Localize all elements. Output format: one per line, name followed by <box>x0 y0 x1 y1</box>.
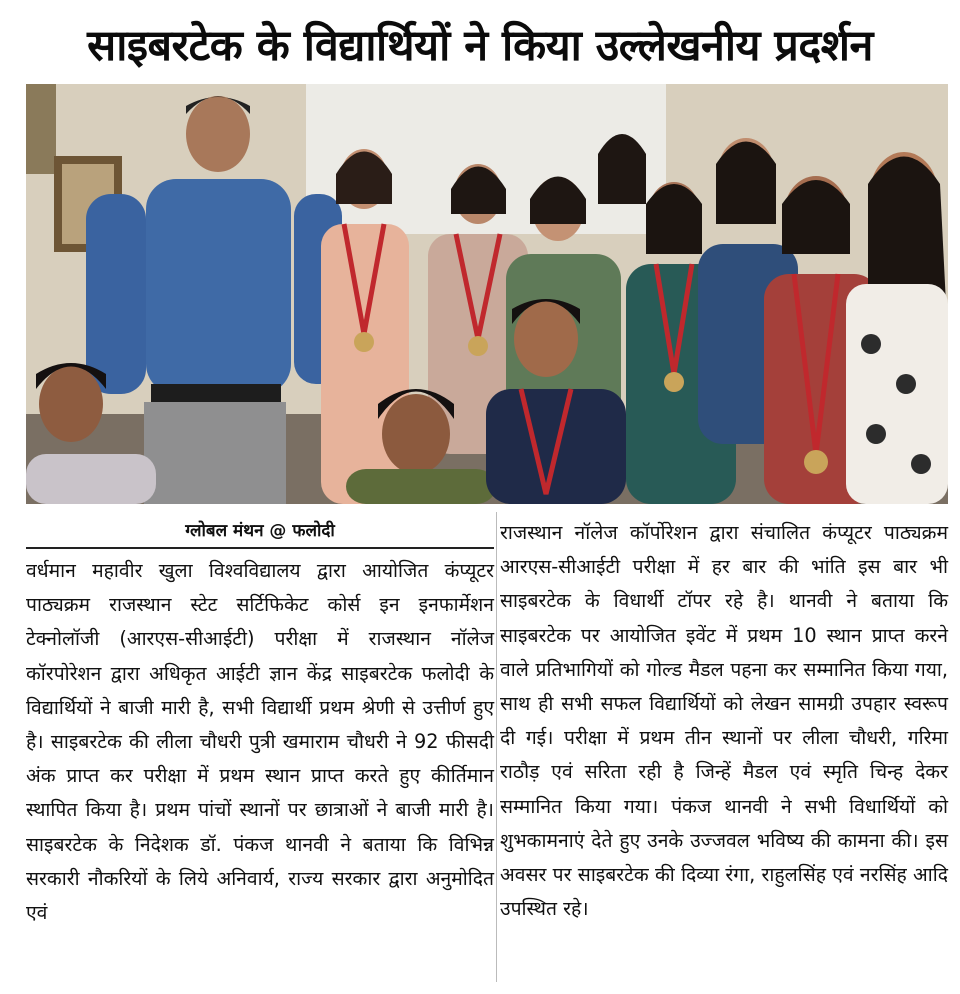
article-right-column <box>500 516 948 926</box>
byline-divider <box>26 547 494 549</box>
article-text-right: राजस्थान नॉलेज कॉर्पोरेशन द्वारा संचालित कंप्यूटर पाठ्यक्रम आरएस-सीआईटी परीक्षा में हर बार की भांति इस बार भी साइबरटेक के विधार्थी टॉपर रहे है। थानवी ने बताया कि साइबरटेक पर आयोजित इवेंट में प्रथम 10 स्थान प्राप्त करने वाले प्रतिभागियों को गोल्ड मैडल पहना कर सम्मानित किया गया, साथ ही सभी सफल विद्यार्थियों को लेखन सामग्री उपहार स्वरूप दी गई। परीक्षा में प्रथम तीन स्थानों पर लीला चौधरी, गरिमा राठौड़ एवं सरिता रही है जिन्हें मैडल एवं स्मृति चिन्ह देकर सम्मानित किया गया। पंकज थानवी ने सभी विधार्थियों को शुभकामनाएं देते हुए उनके उज्जवल भविष्य की कामना की। इस अवसर पर साइबरटेक की दिव्या रंगा, राहुलसिंह एवं नरसिंह आदि उपस्थित रहे। <box>500 521 948 921</box>
article-left-column <box>26 554 494 930</box>
column-divider <box>496 512 497 982</box>
article-text-left: वर्धमान महावीर खुला विश्वविद्यालय द्वारा आयोजित कंप्यूटर पाठ्यक्रम राजस्थान स्टेट सर्टिफिकेट कोर्स इन इनफार्मेशन टेक्नोलॉजी (आरएस-सीआईटी) परीक्षा में राजस्थान नॉलेज कॉरपोरेशन द्वारा अधिकृत आईटी ज्ञान केंद्र साइबरटेक फलोदी के विद्यार्थियों ने बाजी मारी है, सभी विद्यार्थी प्रथम श्रेणी से उत्तीर्ण हुए है। साइबरटेक की लीला चौधरी पुत्री खमाराम चौधरी ने 92 फीसदी अंक प्राप्त कर परीक्षा में प्रथम स्थान प्राप्त करते हुए कीर्तिमान स्थापित किया है। प्रथम पांचों स्थानों पर छात्राओं ने बाजी मारी है। साइबरटेक के निदेशक डॉ. पंकज थानवी ने बताया कि विभिन्न सरकारी नौकरियों के लिये अनिवार्य, राज्य सरकार द्वारा अनुमोदित एवं <box>26 559 494 925</box>
byline: ग्लोबल मंथन @ फलोदी <box>185 520 335 541</box>
headline: साइबरटेक के विद्यार्थियों ने किया उल्लेखनीय प्रदर्शन <box>87 20 873 71</box>
group-photo <box>26 84 948 504</box>
